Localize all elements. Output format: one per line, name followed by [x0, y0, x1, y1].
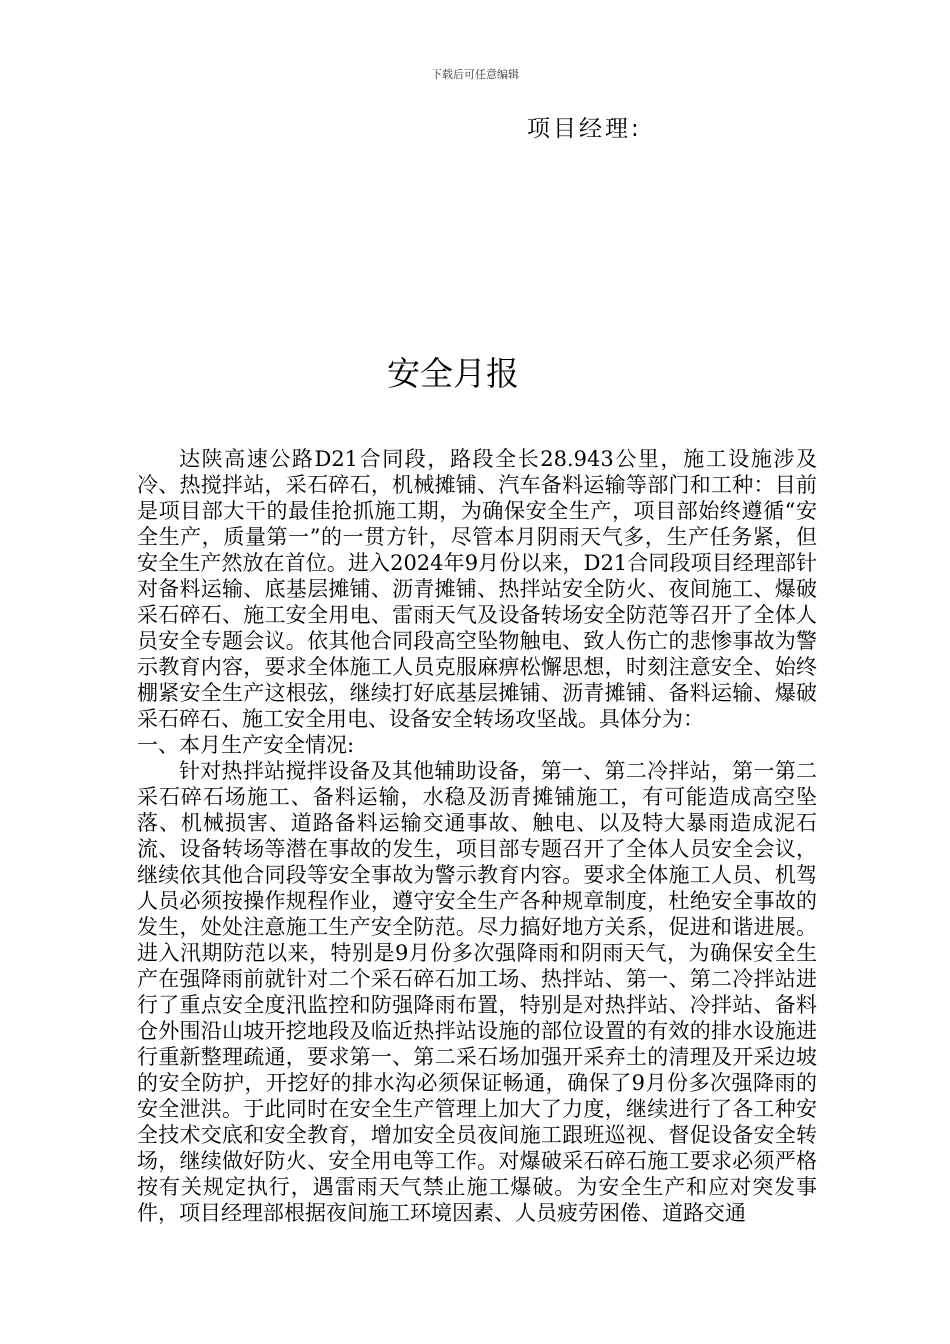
paragraph-safety-status: 针对热拌站搅拌设备及其他辅助设备，第一、第二冷拌站，第一第二采石碎石场施工、备料运输，水稳及沥青摊铺施工，有可能造成高空坠落、机械损害、道路备料运输交通事故、触电、以及特大暴雨造成泥石流、设备转场等潜在事故的发生，项目部专题召开了全体人员安全会议，继续依其他合同段等安全事故为警示教育内容。要求全体施工人员、机驾人员必须按操作规程作业，遵守安全生产各种规章制度，杜绝安全事故的发生，处处注意施工生产安全防范。尽力搞好地方关系，促进和谐进展。进入汛期防范以来，特别是9月份多次强降雨和阴雨天气，为确保安全生产在强降雨前就针对二个采石碎石加工场、热拌站、第一、第二冷拌站进行了重点安全度汛监控和防强降雨布置，特别是对热拌站、冷拌站、备料仓外围沿山坡开挖地段及临近热拌站设施的部位设置的有效的排水设施进行重新整理疏通，要求第一、第二采石场加强开采弃土的清理及开采边坡的安全防护，开挖好的排水沟必须保证畅通，确保了9月份多次强降雨的安全泄洪。于此同时在安全生产管理上加大了力度，继续进行了各工种安全技术交底和安全教育，增加安全员夜间施工跟班巡视、督促设备安全转场，继续做好防火、安全用电等工作。对爆破采石碎石施工要求必须严格按有关规定执行，遇雷雨天气禁止施工爆破。为安全生产和应对突发事件，项目经理部根据夜间施工环境因素、人员疲劳困倦、道路交通 — [137, 759, 817, 1225]
paragraph-intro: 达陕高速公路D21合同段，路段全长28.943公里，施工设施涉及冷、热搅拌站，采石碎石，机械摊铺、汽车备料运输等部门和工种：目前是项目部大干的最佳抢抓施工期，为确保安全生产，项目部始终遵循“安全生产，质量第一”的一贯方针，尽管本月阴雨天气多，生产任务紧，但安全生产然放在首位。进入2024年9月份以来，D21合同段项目经理部针对备料运输、底基层摊铺、沥青摊铺、热拌站安全防火、夜间施工、爆破采石碎石、施工安全用电、雷雨天气及设备转场安全防范等召开了全体人员安全专题会议。依其他合同段高空坠物触电、致人伤亡的悲惨事故为警示教育内容，要求全体施工人员克服麻痹松懈思想，时刻注意安全、始终棚紧安全生产这根弦，继续打好底基层摊铺、沥青摊铺、备料运输、爆破采石碎石、施工安全用电、设备安全转场攻坚战。具体分为： — [137, 447, 817, 731]
document-body — [137, 446, 817, 1226]
project-manager-label: 项目经理: — [527, 116, 642, 142]
section-heading-1: 一、本月生产安全情况: — [137, 733, 355, 757]
header-note: 下载后可任意编辑 — [431, 68, 519, 81]
document-title: 安全月报 — [387, 354, 519, 393]
